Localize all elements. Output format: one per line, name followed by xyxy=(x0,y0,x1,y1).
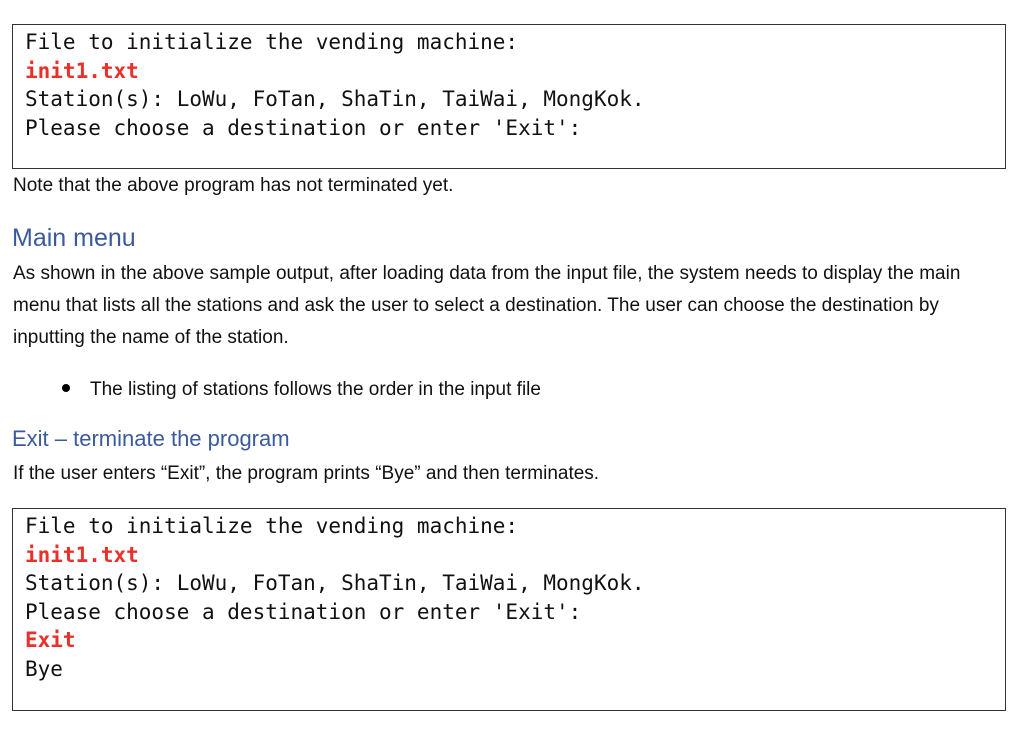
console-user-input-file: init1.txt xyxy=(25,58,139,83)
console-prompt-file: File to initialize the vending machine: xyxy=(25,514,519,538)
console-prompt-file: File to initialize the vending machine: xyxy=(25,30,519,54)
console-stations-list: Station(s): LoWu, FoTan, ShaTin, TaiWai, MongKok. xyxy=(25,87,645,111)
console-prompt-destination: Please choose a destination or enter 'Exit': xyxy=(25,115,582,140)
bullet-text: The listing of stations follows the order in the input file xyxy=(90,379,541,400)
console-output-bye: Bye xyxy=(25,656,63,681)
console-prompt-destination: Please choose a destination or enter 'Exit': xyxy=(25,599,582,624)
bullet-list-item xyxy=(62,374,541,406)
exit-section-heading: Exit – terminate the program xyxy=(12,426,290,451)
console-output-initial xyxy=(12,24,1006,169)
main-menu-heading: Main menu xyxy=(12,224,136,252)
note-text: Note that the above program has not terminated yet. xyxy=(13,175,454,196)
bullet-icon xyxy=(62,384,70,392)
console-output-exit xyxy=(12,508,1006,711)
console-user-input-file: init1.txt xyxy=(25,542,139,567)
exit-section-paragraph: If the user enters “Exit”, the program prints “Bye” and then terminates. xyxy=(13,463,600,484)
console-stations-list: Station(s): LoWu, FoTan, ShaTin, TaiWai, MongKok. xyxy=(25,571,645,595)
console-user-input-exit: Exit xyxy=(25,628,76,652)
main-menu-paragraph: As shown in the above sample output, after loading data from the input file, the system needs to display the main menu that lists all the stations and ask the user to select a destination. The user can choose the destination by inputting the name of the station. xyxy=(13,263,961,348)
